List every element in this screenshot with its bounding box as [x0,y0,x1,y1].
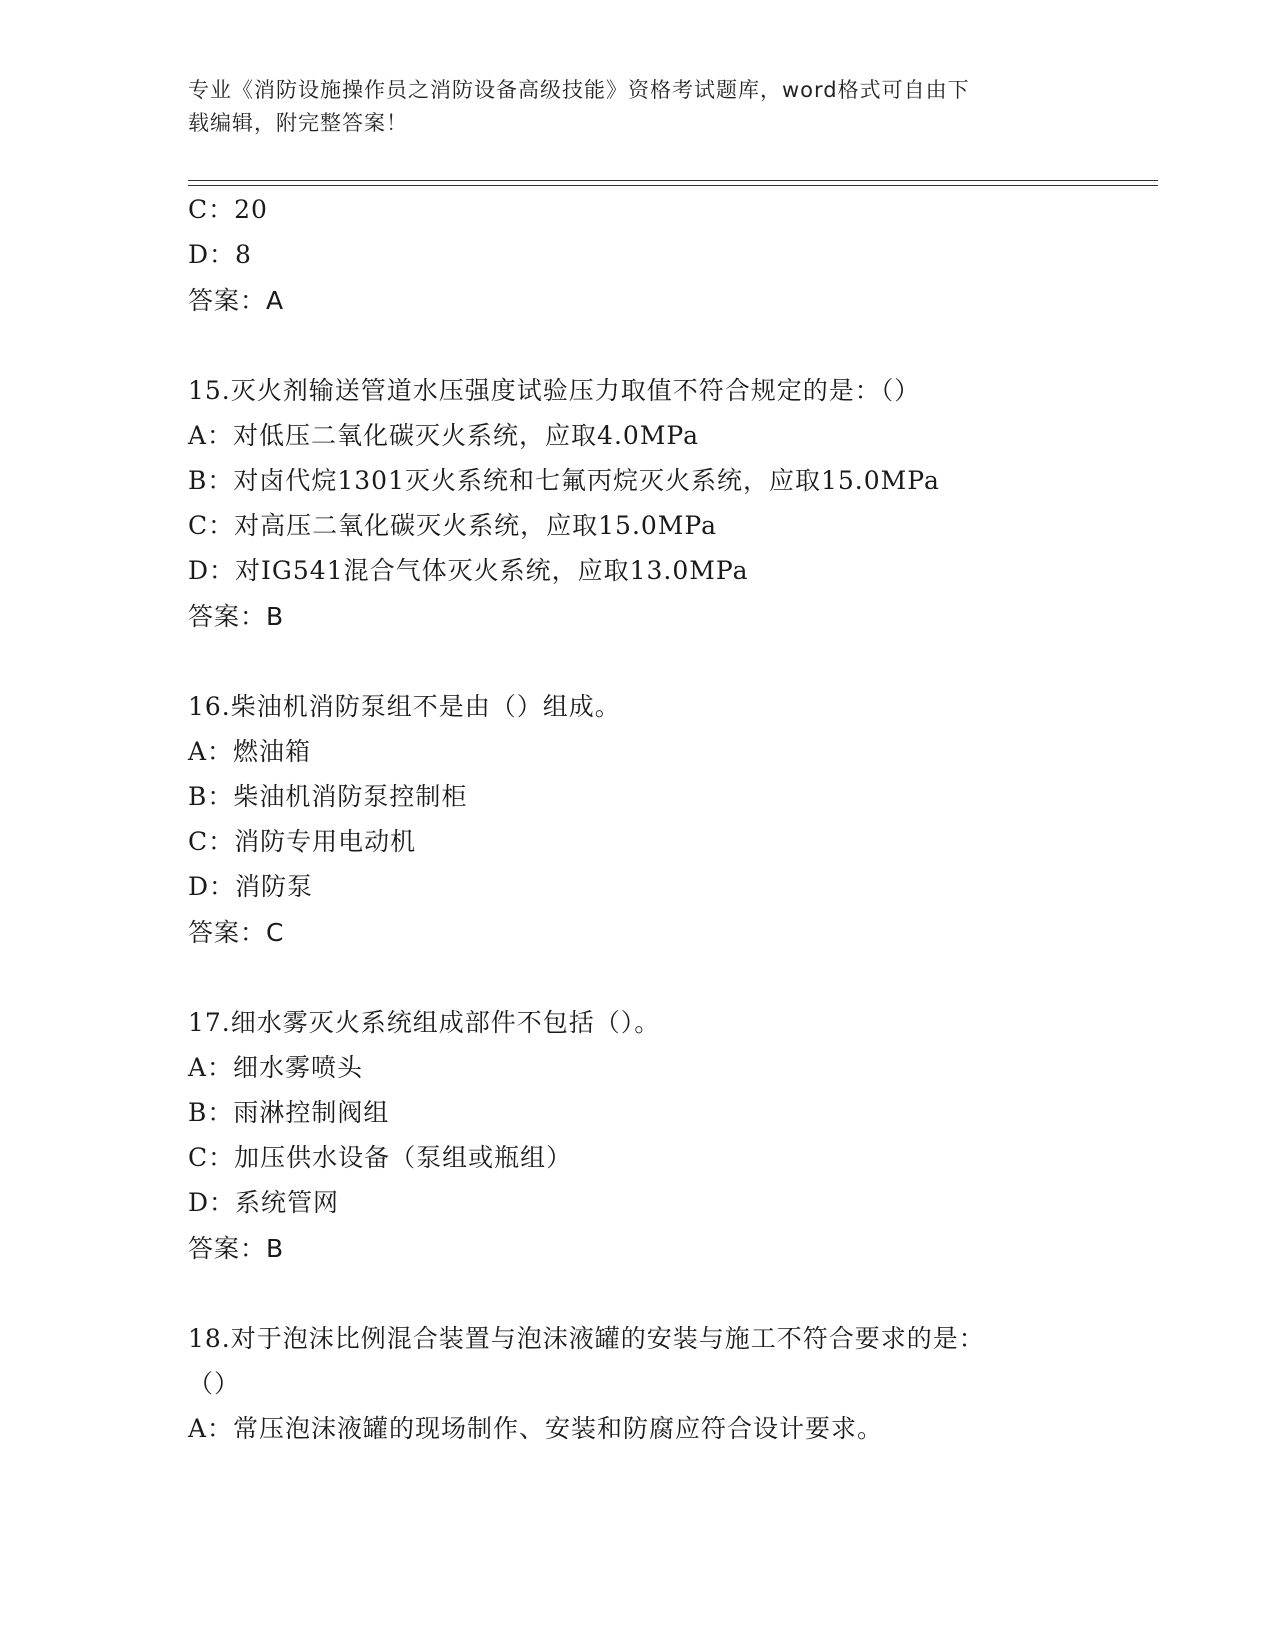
answer-line: 答案：B [188,1234,285,1263]
question-stem: 18.对于泡沫比例混合装置与泡沫液罐的安装与施工不符合要求的是： [188,1324,985,1353]
header-line-2: 载编辑，附完整答案！ [188,111,408,135]
header-divider-top [188,180,1158,181]
option-c: C：加压供水设备（泵组或瓶组） [188,1143,573,1172]
option-b: B：对卤代烷1301灭火系统和七氟丙烷灭火系统，应取15.0MPa [188,466,940,495]
option-c: C：对高压二氧化碳灭火系统，应取15.0MPa [188,511,717,540]
option-b: B：柴油机消防泵控制柜 [188,782,468,811]
document-header [188,74,1088,140]
option-c: C：消防专用电动机 [188,827,417,856]
question-stem-continued: （） [188,1369,241,1398]
option-d: D：消防泵 [188,872,314,901]
option-a: A：常压泡沫液罐的现场制作、安装和防腐应符合设计要求。 [188,1414,884,1443]
answer-line: 答案：A [188,286,285,315]
question-stem: 15.灭火剂输送管道水压强度试验压力取值不符合规定的是：（） [188,376,921,405]
option-a: A：细水雾喷头 [188,1053,364,1082]
option-c: C：20 [188,195,268,224]
answer-line: 答案：B [188,602,285,631]
option-a: A：燃油箱 [188,737,312,766]
question-stem: 17.细水雾灭火系统组成部件不包括（）。 [188,1008,661,1037]
option-d: D：对IG541混合气体灭火系统，应取13.0MPa [188,556,749,585]
option-d: D：系统管网 [188,1188,340,1217]
answer-line: 答案：C [188,918,285,947]
header-line-1: 专业《消防设施操作员之消防设备高级技能》资格考试题库，word格式可自由下 [188,78,970,102]
option-b: B：雨淋控制阀组 [188,1098,390,1127]
header-divider-bottom [188,185,1158,186]
option-d: D：8 [188,240,252,269]
question-stem: 16.柴油机消防泵组不是由（）组成。 [188,692,621,721]
option-a: A：对低压二氧化碳灭火系统，应取4.0MPa [188,421,700,450]
